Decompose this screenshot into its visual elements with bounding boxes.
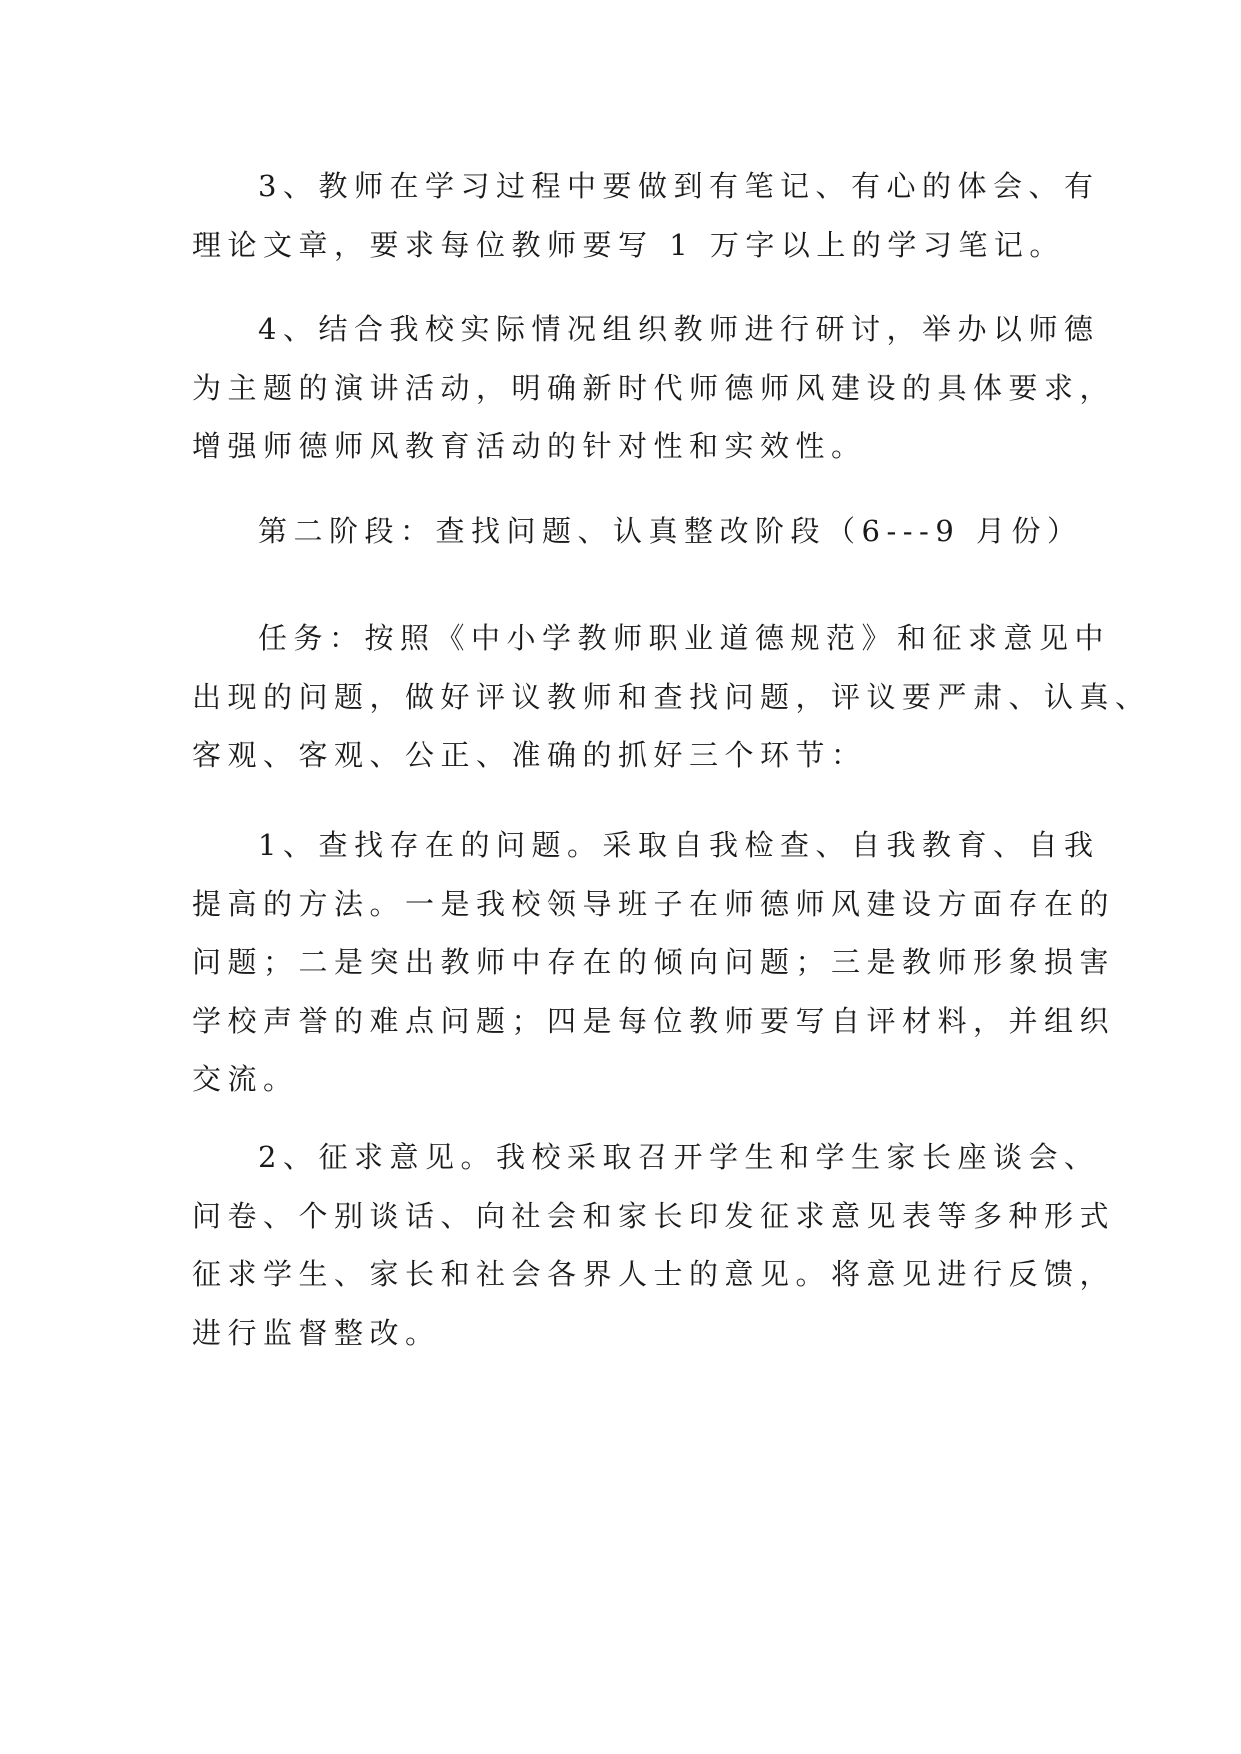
text-line: 提高的方法。一是我校领导班子在师德师风建设方面存在的 — [192, 886, 1116, 921]
text-line: 出现的问题，做好评议教师和查找问题，评议要严肃、认真、 — [192, 679, 1151, 714]
paragraph-item-3-notes — [192, 157, 1100, 274]
text-line: 问题；二是突出教师中存在的倾向问题；三是教师形象损害 — [192, 945, 1116, 979]
text-line: 4、结合我校实际情况组织教师进行研讨，举办以师德 — [258, 312, 1100, 346]
text-line: 增强师德师风教育活动的针对性和实效性。 — [192, 429, 867, 463]
paragraph-item-2-solicit-opinions — [192, 1128, 1116, 1362]
text-line: 任务：按照《中小学教师职业道德规范》和征求意见中 — [258, 621, 1111, 655]
text-line: 征求学生、家长和社会各界人士的意见。将意见进行反馈， — [192, 1257, 1116, 1291]
text-line: 第二阶段：查找问题、认真整改阶段（6---9 月份） — [258, 514, 1083, 548]
text-line: 2、征求意见。我校采取召开学生和学生家长座谈会、 — [258, 1140, 1100, 1174]
text-line: 3、教师在学习过程中要做到有笔记、有心的体会、有 — [258, 169, 1100, 203]
text-line: 客观、客观、公正、准确的抓好三个环节： — [192, 738, 867, 772]
paragraph-item-4-seminar — [192, 300, 1116, 476]
text-line: 理论文章，要求每位教师要写 1 万字以上的学习笔记。 — [192, 227, 1065, 262]
paragraph-task — [192, 609, 1151, 785]
text-line: 1、查找存在的问题。采取自我检查、自我教育、自我 — [258, 828, 1100, 862]
text-line: 为主题的演讲活动，明确新时代师德师风建设的具体要求， — [192, 370, 1116, 405]
text-line: 学校声誉的难点问题；四是每位教师要写自评材料，并组织 — [192, 1003, 1116, 1038]
text-line: 问卷、个别谈话、向社会和家长印发征求意见表等多种形式 — [192, 1198, 1116, 1233]
paragraph-item-1-find-problems — [192, 816, 1116, 1109]
text-line: 进行监督整改。 — [192, 1315, 441, 1350]
text-line: 交流。 — [192, 1062, 299, 1096]
section-heading-stage-two — [192, 502, 1083, 561]
